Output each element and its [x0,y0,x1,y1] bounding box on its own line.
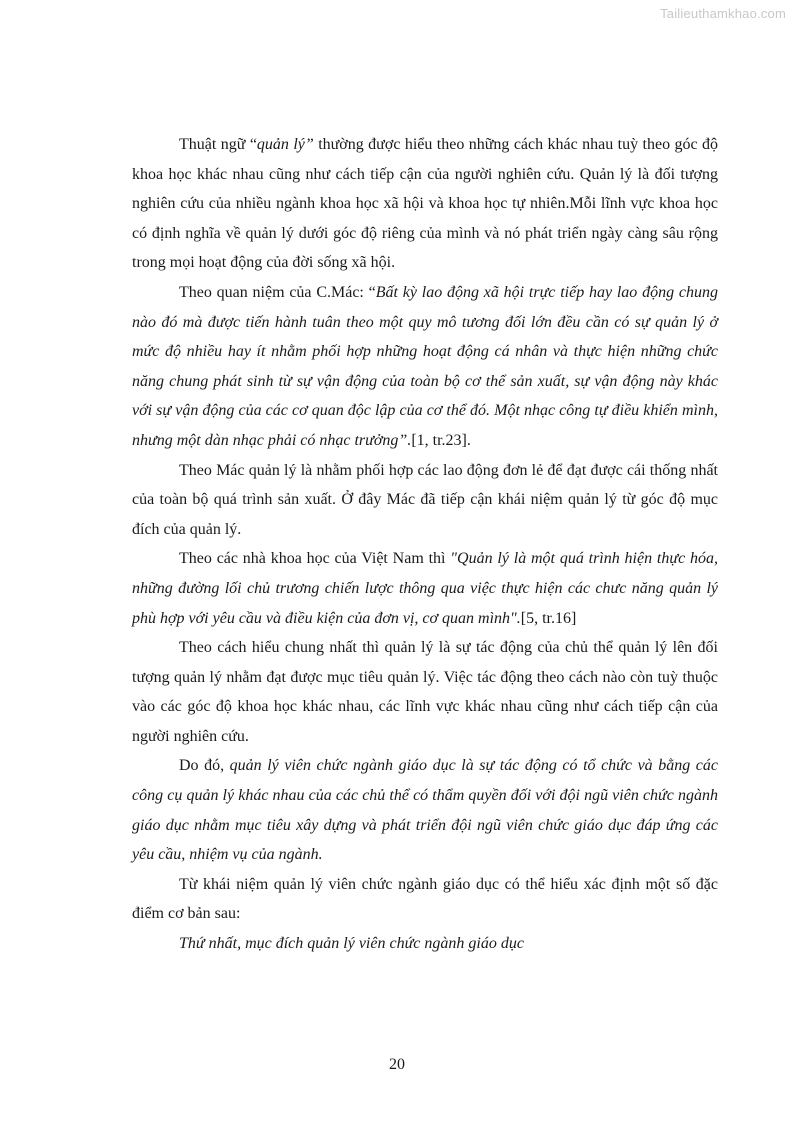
paragraph-5 [132,633,718,751]
paragraph-3 [132,456,718,545]
paragraph-6 [132,751,718,869]
paragraph-text: Từ khái niệm quản lý viên chức ngành giáo dục có thể hiểu xác định một số đặc điểm cơ bản sau: [132,875,718,923]
paragraph-text: Do đó, [179,757,230,775]
citation: [5, tr.16] [520,609,577,627]
paragraph-text: Thuật ngữ “ [179,136,257,153]
document-body [132,130,718,959]
paragraph-text: Theo Mác quản lý là nhằm phối hợp các lao động đơn lẻ để đạt được cái thống nhất của toàn bộ quá trình sản xuất. Ở đây Mác đã tiếp cận khái niệm quản lý từ góc độ mục đích của quản lý. [132,461,718,538]
paragraph-1 [132,130,718,278]
paragraph-text: thường được hiểu theo những cách khác nhau tuỳ theo góc độ khoa học khác nhau cũng như cách tiếp cận của người nghiên cứu. Quản lý là đối tượng nghiên cứu của nhiều ngành khoa học xã hội và khoa học tự nhiên.Mỗi lĩnh vực khoa học có định nghĩa về quản lý dưới góc độ riêng của mình và nó phát triển ngày càng sâu rộng trong mọi hoạt động của đời sống xã hội. [132,136,718,272]
page-number: 20 [389,1056,405,1073]
paragraph-8-heading [132,929,718,959]
italic-subheading: Thứ nhất, mục đích quản lý viên chức ngành giáo dục [179,935,524,953]
paragraph-text: Theo cách hiểu chung nhất thì quản lý là sự tác động của chủ thể quản lý lên đối tượng quản lý nhằm đạt được mục tiêu quản lý. Việc tác động theo cách nào còn tuỳ thuộc vào các góc độ khoa học khác nhau, các lĩnh vực khác nhau cũng như cách tiếp cận của người nghiên cứu. [132,639,718,745]
paragraph-2 [132,278,718,456]
paragraph-text: Theo các nhà khoa học của Việt Nam thì [179,550,451,568]
watermark: Tailieuthamkhao.com [660,6,786,21]
italic-quote: "Quản lý là một quá trình hiện thực hóa, những đường lối chủ trương chiến lược thông qua việc thực hiện các chưc năng quản lý phù hợp với yêu cầu và điều kiện của đơn vị, cơ quan mình". [132,550,718,627]
citation: [1, tr.23]. [411,431,471,449]
italic-quote: Bất kỳ lao động xã hội trực tiếp hay lao động chung nào đó mà được tiến hành tuân theo một quy mô tương đối lớn đều cần có sự quản lý ở mức độ nhiều hay ít nhằm phối hợp những hoạt động cá nhân và thực hiện những chức năng chung phát sinh từ sự vận động của toàn bộ cơ thể sản xuất, sự vận động này khác với sự vận động của các cơ quan độc lập của cơ thể đó. Một nhạc công tự điều khiển mình, nhưng một dàn nhạc phải có nhạc trưởng”. [132,283,718,449]
paragraph-7 [132,870,718,929]
italic-definition: quản lý viên chức ngành giáo dục là sự tác động có tổ chức và bằng các công cụ quản lý khác nhau của các chủ thể có thẩm quyền đối với đội ngũ viên chức ngành giáo dục nhằm mục tiêu xây dựng và phát triển đội ngũ viên chức giáo dục đáp ứng các yêu cầu, nhiệm vụ của ngành. [132,757,718,864]
paragraph-text: Theo quan niệm của C.Mác: “ [179,283,376,301]
italic-term: quản lý” [256,136,314,153]
paragraph-4 [132,544,718,633]
